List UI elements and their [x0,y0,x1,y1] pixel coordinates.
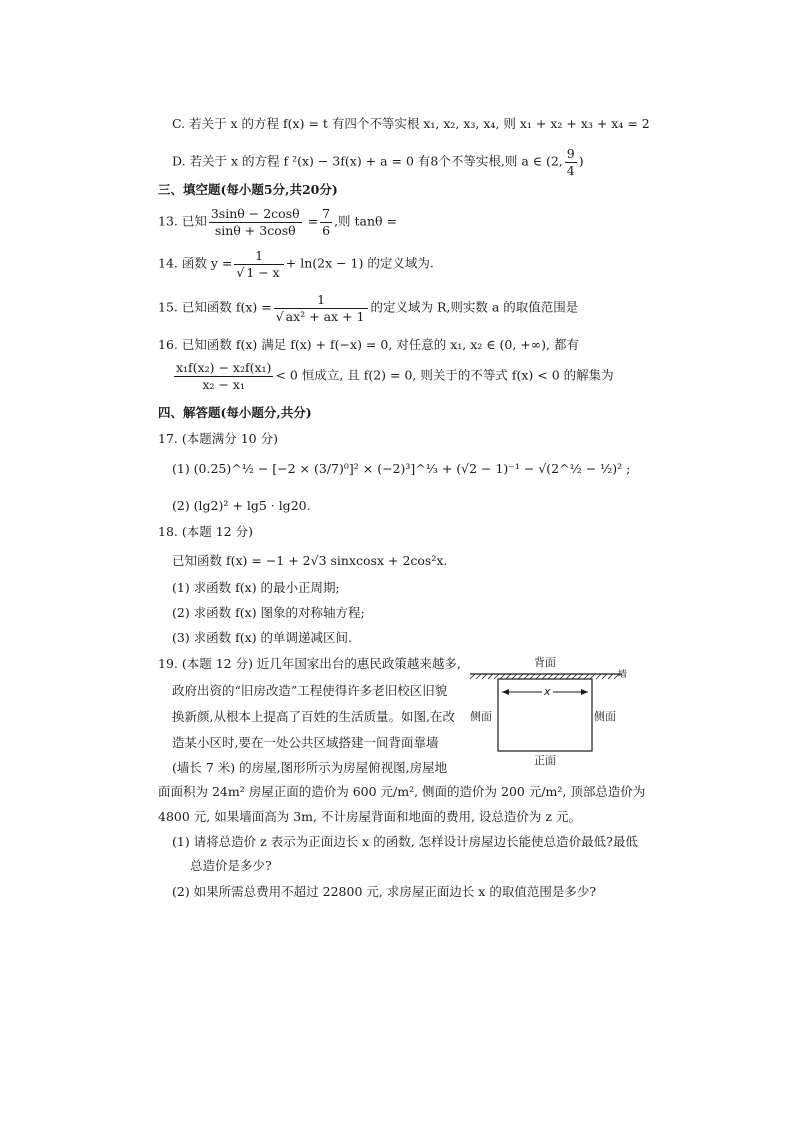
label-front: 正面 [534,754,556,767]
question-19-line-3: 换新颜,从根本上提高了百姓的生活质量。如图,在改 [172,709,455,724]
question-19-line-2: 政府出资的“旧房改造”工程使得许多老旧校区旧貌 [172,683,448,698]
question-14 [158,248,434,280]
option-d-text: D. 若关于 x 的方程 f ²(x) − 3f(x) + a = 0 有8个不等实根,则 a ∈ (2, [172,153,563,169]
denominator: sinθ + 3cosθ [214,222,296,238]
question-19-part-1-cont: 总造价是多少? [190,858,272,873]
radicand: 1 − x [246,264,280,280]
numerator: 7 [322,206,331,221]
question-19-line-5: (墙长 7 米) 的房屋,图形所示为房屋俯视图,房屋地 [172,760,448,775]
radicand: ax² + ax + 1 [285,308,365,324]
question-19-part-2: (2) 如果所需总费用不超过 22800 元, 求房屋正面边长 x 的取值范围是多少? [172,884,597,899]
option-d-close: ) [578,153,584,169]
question-18: 18. (本题 12 分) [158,524,253,539]
equals: = [307,213,319,229]
option-c: C. 若关于 x 的方程 f(x) = t 有四个不等实根 x₁, x₂, x₃, x₄, 则 x₁ + x₂ + x₃ + x₄ = 2 [172,116,650,131]
question-16: 16. 已知函数 f(x) 满足 f(x) + f(−x) = 0, 对任意的 x₁, x₂ ∈ (0, +∞), 都有 [158,337,580,352]
question-18-part-2: (2) 求函数 f(x) 图象的对称轴方程; [172,605,365,620]
q14-label: 14. 函数 y = [158,255,233,271]
denominator: 6 [322,222,331,238]
question-17: 17. (本题满分 10 分) [158,431,278,446]
question-19-line-4: 造某小区时,要在一处公共区域搭建一间背面靠墙 [172,735,439,750]
numerator: 3sinθ − 2cosθ [210,206,300,221]
label-back: 背面 [534,656,556,669]
option-d [172,146,584,178]
question-19-part-1: (1) 请将总造价 z 表示为正面边长 x 的函数, 怎样设计房屋边长能使总造价最低?最低 [172,834,638,849]
numerator: 9 [566,146,575,161]
question-17-part-2: (2) (lg2)² + lg5 · lg20. [172,498,311,513]
numerator: 1 [274,292,369,309]
question-18-function: 已知函数 f(x) = −1 + 2√3 sinxcosx + 2cos²x. [172,553,448,568]
q14-tail: + ln(2x − 1) 的定义域为. [285,255,434,271]
section-3-heading: 三、填空题(每小题5分,共20分) [158,182,338,197]
denominator: √ ax² + ax + 1 [275,308,365,324]
fraction [565,146,577,178]
q13-label: 13. 已知 [158,213,207,229]
denominator: √ 1 − x [236,264,280,280]
question-18-part-1: (1) 求函数 f(x) 的最小正周期; [172,580,340,595]
arrow-right-icon [581,689,588,695]
fraction [274,292,369,324]
question-15 [158,292,578,324]
question-19-line-7: 4800 元, 如果墙面高为 3m, 不计房屋背面和地面的费用, 设总造价为 z 元。 [158,809,581,824]
q16-tail: < 0 恒成立, 且 f(2) = 0, 则关于的不等式 f(x) < 0 的解集为 [275,367,614,383]
q15-label: 15. 已知函数 f(x) = [158,299,272,315]
label-x: x [544,685,551,698]
q15-tail: 的定义域为 R,则实数 a 的取值范围是 [370,299,579,315]
section-4-heading: 四、解答题(每小题分,共分) [158,405,312,420]
wall-hatching [470,674,619,679]
fraction [320,206,332,238]
question-16-cont [172,360,614,392]
question-19-line-1: 19. (本题 12 分) 近几年国家出台的惠民政策越来越多, [158,656,461,671]
label-wall: 墙 [618,670,628,680]
fraction [174,360,273,392]
house-top-view-diagram [462,648,632,766]
label-left-side: 侧面 [470,710,492,723]
label-right-side: 侧面 [594,710,616,723]
fraction [234,248,283,280]
q13-tail: ,则 tanθ = [334,213,398,229]
fraction [209,206,302,238]
denominator: 4 [566,162,575,178]
numerator: x₁f(x₂) − x₂f(x₁) [176,360,272,375]
question-19-line-6: 面面积为 24m² 房屋正面的造价为 600 元/m², 侧面的造价为 200 元/m², 顶部总造价为 [158,784,646,799]
question-13 [158,206,397,238]
question-17-part-1: (1) (0.25)^½ − [−2 × (3/7)⁰]² × (−2)³]^⅓ + (√2 − 1)⁻¹ − √(2^½ − ½)² ; [172,461,631,476]
arrow-left-icon [502,689,509,695]
numerator: 1 [234,248,283,265]
denominator: x₂ − x₁ [202,376,245,392]
question-18-part-3: (3) 求函数 f(x) 的单调递减区间. [172,630,353,645]
